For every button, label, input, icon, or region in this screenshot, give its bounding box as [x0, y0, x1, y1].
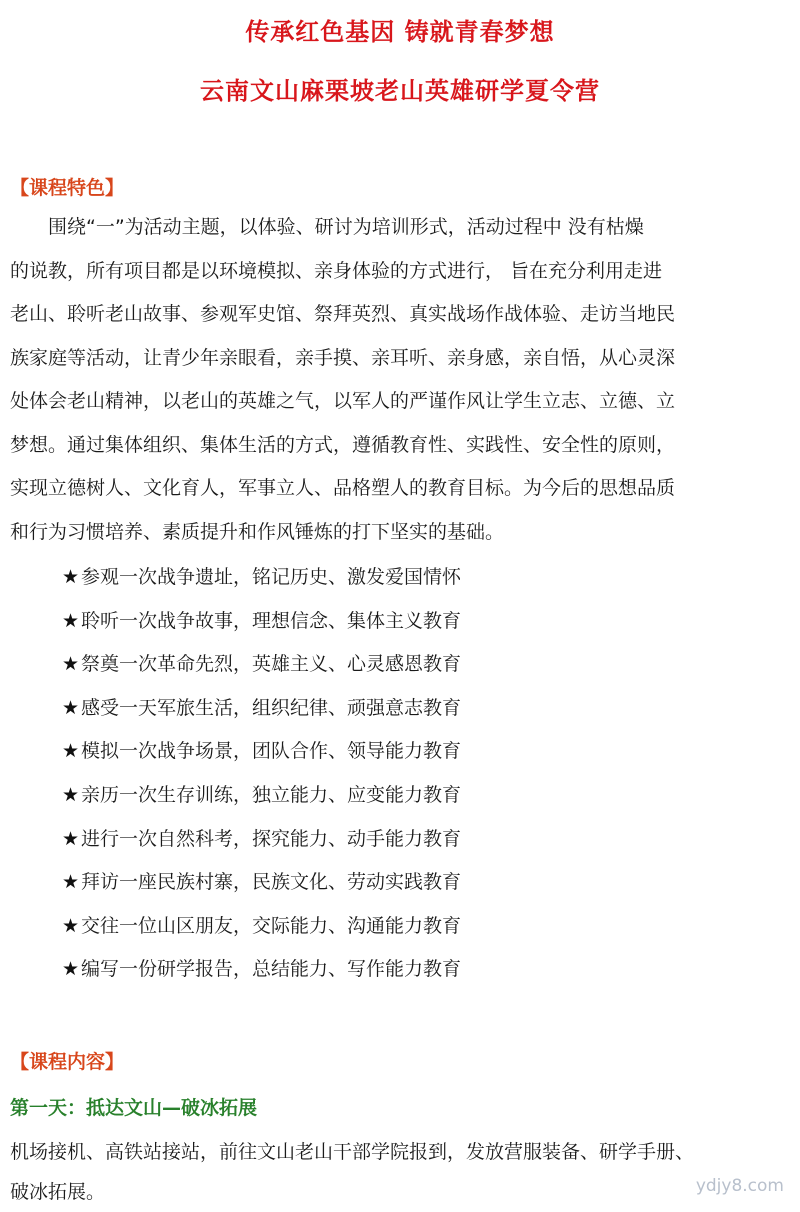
- paragraph-line: 围绕“一”为活动主题，以体验、研讨为培训形式，活动过程中 没有枯燥: [10, 216, 644, 238]
- title-line-2: 云南文山麻栗坡老山英雄研学夏令营: [200, 77, 600, 105]
- star-icon: ★: [62, 696, 80, 719]
- day1-line: 破冰拓展。: [10, 1181, 106, 1203]
- star-icon: ★: [62, 566, 80, 588]
- star-icon: ★: [62, 783, 80, 806]
- star-icon: ★: [62, 958, 80, 981]
- star-icon: ★: [62, 609, 80, 632]
- feature-item: [62, 905, 461, 949]
- feature-item-text: 感受一天军旅生活，组织纪律、顽强意志教育: [81, 696, 462, 719]
- day1-description: [10, 1132, 795, 1212]
- features-paragraph: [10, 206, 788, 554]
- feature-item: [62, 730, 461, 774]
- day1-title: 第一天：抵达文山—破冰拓展: [10, 1097, 258, 1119]
- feature-item-text: 拜访一座民族村寨，民族文化、劳动实践教育: [81, 871, 462, 894]
- star-icon: ★: [62, 827, 80, 850]
- feature-item-text: 编写一份研学报告，总结能力、写作能力教育: [81, 958, 462, 981]
- feature-item-text: 祭奠一次革命先烈，英雄主义、心灵感恩教育: [81, 653, 462, 676]
- star-icon: ★: [62, 740, 80, 763]
- feature-item-text: 参观一次战争遗址，铭记历史、激发爱国情怀: [81, 566, 462, 588]
- feature-item: [62, 687, 461, 731]
- paragraph-line: 族家庭等活动，让青少年亲眼看，亲手摸、亲耳听、亲身感，亲自悟，从心灵深: [10, 346, 676, 369]
- content-heading: 【课程内容】: [10, 1051, 125, 1073]
- star-icon: ★: [62, 914, 80, 937]
- feature-item: [62, 948, 461, 992]
- feature-item: [62, 643, 461, 687]
- paragraph-line: 和行为习惯培养、素质提升和作风锤炼的打下坚实的基础。: [10, 520, 505, 543]
- title-line-1: 传承红色基因 铸就青春梦想: [245, 18, 555, 46]
- star-icon: ★: [62, 871, 80, 894]
- features-heading: 【课程特色】: [10, 177, 125, 199]
- day1-line: 机场接机、高铁站接站，前往文山老山干部学院报到，发放营服装备、研学手册、: [10, 1141, 695, 1163]
- paragraph-line: 老山、聆听老山故事、参观军史馆、祭拜英烈、真实战场作战体验、走访当地民: [10, 303, 676, 325]
- paragraph-line: 处体会老山精神，以老山的英雄之气，以军人的严谨作风让学生立志、立德、立: [10, 390, 676, 412]
- feature-item: [62, 556, 461, 600]
- paragraph-line: 的说教，所有项目都是以环境模拟、亲身体验的方式进行， 旨在充分利用走进: [10, 259, 663, 282]
- feature-item: [62, 861, 461, 905]
- watermark: ydjy8.com: [695, 1176, 784, 1196]
- star-icon: ★: [62, 653, 80, 676]
- paragraph-line: 实现立德树人、文化育人，军事立人、品格塑人的教育目标。为今后的思想品质: [10, 477, 676, 499]
- feature-item: [62, 818, 461, 862]
- feature-item-text: 模拟一次战争场景，团队合作、领导能力教育: [81, 740, 462, 763]
- feature-item: [62, 774, 461, 818]
- feature-item-text: 进行一次自然科考，探究能力、动手能力教育: [81, 827, 462, 850]
- feature-item: [62, 600, 461, 644]
- paragraph-line: 梦想。通过集体组织、集体生活的方式，遵循教育性、实践性、安全性的原则，: [10, 433, 676, 456]
- feature-item-text: 交往一位山区朋友，交际能力、沟通能力教育: [81, 914, 462, 937]
- feature-item-text: 亲历一次生存训练，独立能力、应变能力教育: [81, 783, 462, 806]
- feature-item-text: 聆听一次战争故事，理想信念、集体主义教育: [81, 609, 462, 632]
- feature-list: [62, 556, 461, 992]
